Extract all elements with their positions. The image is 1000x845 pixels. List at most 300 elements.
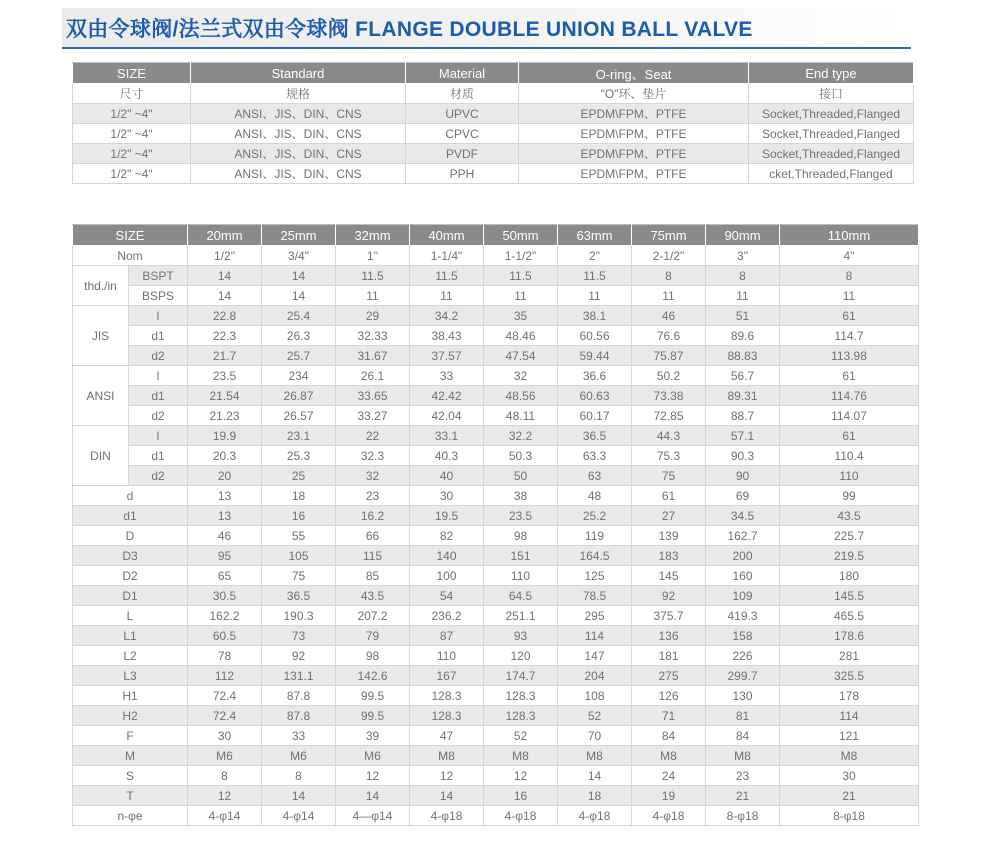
spec-table <box>72 62 914 184</box>
dim-data-row <box>73 326 919 346</box>
dim-cell: 40.3 <box>410 446 484 466</box>
dim-cell: 60.5 <box>188 626 262 646</box>
dim-data-row <box>73 566 919 586</box>
dim-cell: 11 <box>780 286 919 306</box>
dim-cell: 88.83 <box>706 346 780 366</box>
dim-cell: 105 <box>262 546 336 566</box>
spec-cell: Socket,Threaded,Flanged <box>749 144 914 164</box>
dim-row-sublabel: BSPS <box>129 286 188 306</box>
dim-cell: 72.85 <box>632 406 706 426</box>
spec-header-cell: SIZE <box>73 63 191 84</box>
dim-cell: 48 <box>558 486 632 506</box>
dim-cell: 4-φ14 <box>188 806 262 826</box>
dim-data-row <box>73 366 919 386</box>
dim-cell: 234 <box>262 366 336 386</box>
dim-cell: 61 <box>780 306 919 326</box>
dim-cell: 142.6 <box>336 666 410 686</box>
dim-cell: 275 <box>632 666 706 686</box>
dim-row-sublabel: l <box>129 426 188 446</box>
dim-cell: 50.3 <box>484 446 558 466</box>
dim-column-header: 90mm <box>706 225 780 246</box>
dim-cell: 114 <box>780 706 919 726</box>
dim-cell: 14 <box>188 286 262 306</box>
dim-column-header: 63mm <box>558 225 632 246</box>
spec-cell: ANSI、JIS、DIN、CNS <box>191 124 406 144</box>
dim-row-label: H1 <box>73 686 188 706</box>
dim-cell: 22.3 <box>188 326 262 346</box>
dim-row-label: d1 <box>73 506 188 526</box>
dim-cell: 33 <box>410 366 484 386</box>
spec-cell: CPVC <box>406 124 519 144</box>
dim-cell: 54 <box>410 586 484 606</box>
dim-column-header: 50mm <box>484 225 558 246</box>
dim-row-sublabel: d1 <box>129 386 188 406</box>
dim-corner-header: SIZE <box>73 225 188 246</box>
dim-cell: 48.56 <box>484 386 558 406</box>
dim-cell: 23.5 <box>484 506 558 526</box>
dim-cell: 59.44 <box>558 346 632 366</box>
dim-cell: 60.56 <box>558 326 632 346</box>
dim-cell: 4-φ18 <box>632 806 706 826</box>
dim-cell: 251.1 <box>484 606 558 626</box>
dim-cell: 57.1 <box>706 426 780 446</box>
dim-cell: 225.7 <box>780 526 919 546</box>
spec-cell: cket,Threaded,Flanged <box>749 164 914 184</box>
dim-cell: 21 <box>706 786 780 806</box>
spec-cell: 1/2" ~4" <box>73 124 191 144</box>
dim-column-header: 110mm <box>780 225 919 246</box>
dim-cell: 36.5 <box>558 426 632 446</box>
dim-cell: 25.3 <box>262 446 336 466</box>
dim-cell: 55 <box>262 526 336 546</box>
dim-cell: 56.7 <box>706 366 780 386</box>
dim-cell: 8 <box>262 766 336 786</box>
dim-row-label: L2 <box>73 646 188 666</box>
dim-cell: 60.63 <box>558 386 632 406</box>
dim-cell: 75 <box>632 466 706 486</box>
dim-cell: 39 <box>336 726 410 746</box>
dim-cell: 52 <box>484 726 558 746</box>
dim-cell: 84 <box>632 726 706 746</box>
dim-cell: 78 <box>188 646 262 666</box>
dim-row-sublabel: d1 <box>129 326 188 346</box>
dim-cell: 180 <box>780 566 919 586</box>
dim-cell: 14 <box>336 786 410 806</box>
dim-cell: 114.7 <box>780 326 919 346</box>
spec-header-cell: Standard <box>191 63 406 84</box>
dim-cell: 25 <box>262 466 336 486</box>
dim-cell: 87.8 <box>262 706 336 726</box>
dim-cell: 48.46 <box>484 326 558 346</box>
dim-row-label: S <box>73 766 188 786</box>
dim-cell: 60.17 <box>558 406 632 426</box>
dim-cell: 88.7 <box>706 406 780 426</box>
dim-cell: M6 <box>188 746 262 766</box>
spec-cell: Socket,Threaded,Flanged <box>749 124 914 144</box>
dim-cell: 34.2 <box>410 306 484 326</box>
dim-data-row <box>73 626 919 646</box>
spec-cell: PPH <box>406 164 519 184</box>
dim-row-sublabel: d2 <box>129 346 188 366</box>
dim-row-label: H2 <box>73 706 188 726</box>
dim-cell: 69 <box>706 486 780 506</box>
spec-cell: ANSI、JIS、DIN、CNS <box>191 104 406 124</box>
dim-cell: 32 <box>336 466 410 486</box>
dim-data-row <box>73 706 919 726</box>
dim-cell: 70 <box>558 726 632 746</box>
dim-cell: M8 <box>558 746 632 766</box>
dim-cell: 110 <box>484 566 558 586</box>
dim-cell: 27 <box>632 506 706 526</box>
dim-cell: 164.5 <box>558 546 632 566</box>
dim-cell: 25.4 <box>262 306 336 326</box>
dim-row-sublabel: d1 <box>129 446 188 466</box>
dim-cell: 14 <box>262 786 336 806</box>
dim-data-row <box>73 266 919 286</box>
dim-cell: 78.5 <box>558 586 632 606</box>
dim-cell: 14 <box>262 286 336 306</box>
dim-cell: 114.76 <box>780 386 919 406</box>
dim-cell: 23 <box>336 486 410 506</box>
dim-row-label: n-φe <box>73 806 188 826</box>
dim-data-row <box>73 746 919 766</box>
dim-cell: 4-φ18 <box>558 806 632 826</box>
dim-cell: 48.11 <box>484 406 558 426</box>
dim-cell: M8 <box>706 746 780 766</box>
dim-cell: 114.07 <box>780 406 919 426</box>
dim-cell: 162.2 <box>188 606 262 626</box>
dim-cell: 4—φ14 <box>336 806 410 826</box>
dim-cell: 113.98 <box>780 346 919 366</box>
dim-cell: 119 <box>558 526 632 546</box>
spec-cell: EPDM\FPM、PTFE <box>519 164 749 184</box>
dim-cell: 32.3 <box>336 446 410 466</box>
dim-column-header: 32mm <box>336 225 410 246</box>
dim-cell: 38 <box>484 486 558 506</box>
dim-cell: 89.31 <box>706 386 780 406</box>
dim-cell: 26.3 <box>262 326 336 346</box>
dim-cell: 110.4 <box>780 446 919 466</box>
dim-cell: 47 <box>410 726 484 746</box>
dim-group-label: DIN <box>73 426 129 486</box>
dim-cell: 11 <box>558 286 632 306</box>
dim-cell: 207.2 <box>336 606 410 626</box>
dim-data-row <box>73 406 919 426</box>
dim-cell: 128.3 <box>410 686 484 706</box>
dim-column-header: 20mm <box>188 225 262 246</box>
dim-cell: 11 <box>632 286 706 306</box>
dim-column-header: 75mm <box>632 225 706 246</box>
dim-data-row <box>73 666 919 686</box>
dim-cell: 11.5 <box>336 266 410 286</box>
dim-cell: 61 <box>780 366 919 386</box>
dim-cell: 12 <box>410 766 484 786</box>
dim-cell: 30.5 <box>188 586 262 606</box>
dim-cell: 34.5 <box>706 506 780 526</box>
dim-cell: 121 <box>780 726 919 746</box>
dim-cell: 12 <box>188 786 262 806</box>
dim-cell: 22 <box>336 426 410 446</box>
dim-cell: 162.7 <box>706 526 780 546</box>
dim-cell: 167 <box>410 666 484 686</box>
dim-cell: 2" <box>558 246 632 266</box>
dim-cell: 73.38 <box>632 386 706 406</box>
dim-cell: 8-φ18 <box>780 806 919 826</box>
dim-cell: 3/4" <box>262 246 336 266</box>
dim-cell: 40 <box>410 466 484 486</box>
dim-group-label: JIS <box>73 306 129 366</box>
dim-cell: 65 <box>188 566 262 586</box>
dim-cell: 18 <box>558 786 632 806</box>
dim-cell: M6 <box>262 746 336 766</box>
dim-data-row <box>73 686 919 706</box>
dim-data-row <box>73 786 919 806</box>
dim-cell: 8 <box>632 266 706 286</box>
dim-cell: 190.3 <box>262 606 336 626</box>
dim-cell: 79 <box>336 626 410 646</box>
dim-cell: 89.6 <box>706 326 780 346</box>
page-title: 双由令球阀/法兰式双由令球阀 FLANGE DOUBLE UNION BALL VALVE <box>66 18 753 41</box>
dim-cell: 204 <box>558 666 632 686</box>
spec-subheader-cell: 尺寸 <box>73 84 191 104</box>
spec-cell: Socket,Threaded,Flanged <box>749 104 914 124</box>
dim-cell: 8 <box>706 266 780 286</box>
spec-data-row <box>73 104 914 124</box>
dim-cell: 114 <box>558 626 632 646</box>
dim-cell: 30 <box>188 726 262 746</box>
dim-cell: 147 <box>558 646 632 666</box>
dim-cell: 42.42 <box>410 386 484 406</box>
dim-data-row <box>73 646 919 666</box>
dim-cell: 99.5 <box>336 686 410 706</box>
dim-cell: 8 <box>188 766 262 786</box>
dim-cell: 14 <box>410 786 484 806</box>
dim-cell: 46 <box>188 526 262 546</box>
dim-cell: 71 <box>632 706 706 726</box>
dim-data-row <box>73 586 919 606</box>
dim-cell: 140 <box>410 546 484 566</box>
dim-cell: 99 <box>780 486 919 506</box>
dim-cell: 299.7 <box>706 666 780 686</box>
dim-cell: 63.3 <box>558 446 632 466</box>
dim-cell: 200 <box>706 546 780 566</box>
dim-cell: 18 <box>262 486 336 506</box>
dim-cell: 90 <box>706 466 780 486</box>
dim-cell: 29 <box>336 306 410 326</box>
dim-cell: 36.5 <box>262 586 336 606</box>
spec-header-cell: End type <box>749 63 914 84</box>
dim-cell: 3" <box>706 246 780 266</box>
dim-cell: 33.27 <box>336 406 410 426</box>
spec-cell: EPDM\FPM、PTFE <box>519 144 749 164</box>
dim-cell: 61 <box>632 486 706 506</box>
dim-cell: 109 <box>706 586 780 606</box>
dim-cell: 87 <box>410 626 484 646</box>
dim-cell: 50 <box>484 466 558 486</box>
dim-cell: 38.43 <box>410 326 484 346</box>
dim-row-label: D2 <box>73 566 188 586</box>
dim-cell: 12 <box>484 766 558 786</box>
dim-data-row <box>73 426 919 446</box>
dim-data-row <box>73 246 919 266</box>
dim-cell: 281 <box>780 646 919 666</box>
dim-cell: M8 <box>780 746 919 766</box>
dim-cell: 23.1 <box>262 426 336 446</box>
dim-row-label: F <box>73 726 188 746</box>
dim-cell: 151 <box>484 546 558 566</box>
dim-cell: 75.87 <box>632 346 706 366</box>
dim-cell: 23 <box>706 766 780 786</box>
spec-cell: 1/2" ~4" <box>73 104 191 124</box>
spec-header-cell: O-ring、Seat <box>519 63 749 84</box>
dim-cell: 236.2 <box>410 606 484 626</box>
dim-cell: 13 <box>188 486 262 506</box>
dim-cell: 72.4 <box>188 686 262 706</box>
dim-cell: 72.4 <box>188 706 262 726</box>
dim-row-label: D <box>73 526 188 546</box>
spec-cell: EPDM\FPM、PTFE <box>519 104 749 124</box>
dim-cell: 20.3 <box>188 446 262 466</box>
spec-cell: EPDM\FPM、PTFE <box>519 124 749 144</box>
dim-cell: 38.1 <box>558 306 632 326</box>
dimension-table <box>72 224 919 826</box>
dim-data-row <box>73 726 919 746</box>
dim-cell: 43.5 <box>336 586 410 606</box>
dim-cell: 226 <box>706 646 780 666</box>
dim-cell: 112 <box>188 666 262 686</box>
dim-cell: 139 <box>632 526 706 546</box>
dim-cell: 183 <box>632 546 706 566</box>
dim-cell: 44.3 <box>632 426 706 446</box>
dim-cell: 11 <box>336 286 410 306</box>
dim-cell: 36.6 <box>558 366 632 386</box>
dim-cell: 92 <box>262 646 336 666</box>
dim-data-row <box>73 806 919 826</box>
dim-cell: 178.6 <box>780 626 919 646</box>
dim-row-label: D1 <box>73 586 188 606</box>
dim-cell: 76.6 <box>632 326 706 346</box>
dim-cell: 14 <box>558 766 632 786</box>
dim-cell: 22.8 <box>188 306 262 326</box>
dim-cell: 47.54 <box>484 346 558 366</box>
dim-row-sublabel: d2 <box>129 466 188 486</box>
dim-cell: 125 <box>558 566 632 586</box>
dim-cell: 8-φ18 <box>706 806 780 826</box>
dim-cell: 19.5 <box>410 506 484 526</box>
dim-cell: 95 <box>188 546 262 566</box>
spec-data-row <box>73 144 914 164</box>
dim-cell: 43.5 <box>780 506 919 526</box>
dim-cell: 16.2 <box>336 506 410 526</box>
dim-row-sublabel: BSPT <box>129 266 188 286</box>
dim-cell: 73 <box>262 626 336 646</box>
dim-data-row <box>73 306 919 326</box>
dim-cell: 32.2 <box>484 426 558 446</box>
dim-cell: 16 <box>484 786 558 806</box>
dim-cell: 50.2 <box>632 366 706 386</box>
dim-data-row <box>73 766 919 786</box>
dim-cell: 1/2" <box>188 246 262 266</box>
dim-cell: 11 <box>484 286 558 306</box>
dim-cell: 128.3 <box>484 686 558 706</box>
dim-cell: 20 <box>188 466 262 486</box>
dim-cell: 13 <box>188 506 262 526</box>
dim-cell: 25.2 <box>558 506 632 526</box>
dim-data-row <box>73 446 919 466</box>
dim-data-row <box>73 346 919 366</box>
dim-cell: 85 <box>336 566 410 586</box>
dim-cell: 128.3 <box>484 706 558 726</box>
dim-cell: 52 <box>558 706 632 726</box>
dim-cell: 21.23 <box>188 406 262 426</box>
dim-cell: 1-1/2" <box>484 246 558 266</box>
dim-row-label: M <box>73 746 188 766</box>
dim-cell: 81 <box>706 706 780 726</box>
dim-cell: 99.5 <box>336 706 410 726</box>
dim-cell: 4-φ18 <box>410 806 484 826</box>
dim-cell: 75.3 <box>632 446 706 466</box>
spec-subheader-cell: "O"环、垫片 <box>519 84 749 104</box>
dim-cell: M8 <box>410 746 484 766</box>
dim-data-row <box>73 506 919 526</box>
dim-cell: 23.5 <box>188 366 262 386</box>
dim-cell: 92 <box>632 586 706 606</box>
dim-cell: 75 <box>262 566 336 586</box>
dim-cell: 181 <box>632 646 706 666</box>
dim-cell: 295 <box>558 606 632 626</box>
dim-cell: 110 <box>410 646 484 666</box>
dim-cell: 26.1 <box>336 366 410 386</box>
spec-header-row <box>73 63 914 84</box>
dim-group-label: ANSI <box>73 366 129 426</box>
dim-cell: 82 <box>410 526 484 546</box>
dim-cell: 178 <box>780 686 919 706</box>
dim-cell: 16 <box>262 506 336 526</box>
dim-cell: 130 <box>706 686 780 706</box>
dim-cell: 30 <box>410 486 484 506</box>
dim-cell: 11.5 <box>484 266 558 286</box>
dim-cell: 160 <box>706 566 780 586</box>
dim-cell: 2-1/2" <box>632 246 706 266</box>
dim-cell: 145 <box>632 566 706 586</box>
dim-cell: 11.5 <box>410 266 484 286</box>
dim-cell: 66 <box>336 526 410 546</box>
dim-column-header: 40mm <box>410 225 484 246</box>
dim-cell: 98 <box>336 646 410 666</box>
dim-cell: 87.8 <box>262 686 336 706</box>
dim-cell: 61 <box>780 426 919 446</box>
dim-cell: 14 <box>188 266 262 286</box>
dim-row-label: L1 <box>73 626 188 646</box>
dim-column-header: 25mm <box>262 225 336 246</box>
dim-data-row <box>73 546 919 566</box>
dim-cell: 136 <box>632 626 706 646</box>
dim-cell: 4" <box>780 246 919 266</box>
dim-cell: 14 <box>262 266 336 286</box>
dim-cell: 32.33 <box>336 326 410 346</box>
dim-row-label: d <box>73 486 188 506</box>
spec-header-cell: Material <box>406 63 519 84</box>
dim-cell: 174.7 <box>484 666 558 686</box>
dim-cell: 465.5 <box>780 606 919 626</box>
dim-cell: 120 <box>484 646 558 666</box>
spec-cell: 1/2" ~4" <box>73 144 191 164</box>
dim-header-row <box>73 225 919 246</box>
dim-cell: 8 <box>780 266 919 286</box>
dim-cell: 110 <box>780 466 919 486</box>
dim-cell: 325.5 <box>780 666 919 686</box>
spec-subheader-cell: 规格 <box>191 84 406 104</box>
